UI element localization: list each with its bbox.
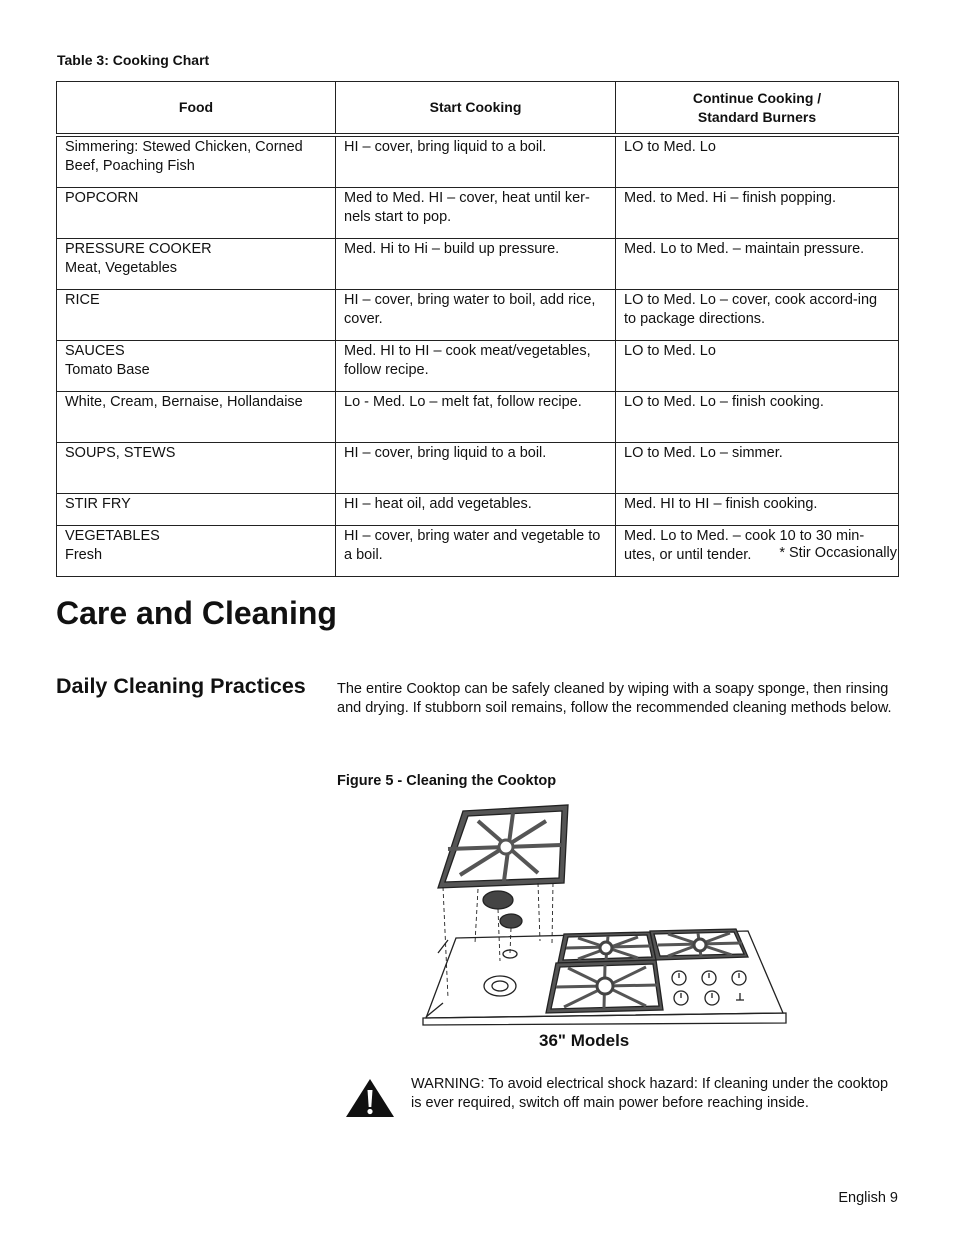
table-row	[57, 443, 899, 494]
table-row	[57, 392, 899, 443]
header-start-cooking: Start Cooking	[336, 82, 616, 136]
table-row	[57, 188, 899, 239]
food-cell: STIR FRY	[57, 494, 336, 526]
continue-cooking-cell: Med. Lo to Med. – cook 10 to 30 min-utes, or until tender.	[616, 526, 899, 577]
continue-cooking-cell: Med. Lo to Med. – maintain pressure.	[616, 239, 899, 290]
intro-paragraph: The entire Cooktop can be safely cleaned by wiping with a soapy sponge, then rinsing and drying. If stubborn soil remains, follow the recommended cleaning methods below.	[337, 681, 892, 716]
continue-cooking-cell: LO to Med. Lo	[616, 135, 899, 188]
start-cooking-cell: Lo - Med. Lo – melt fat, follow recipe.	[336, 392, 616, 443]
continue-cooking-cell: LO to Med. Lo – cover, cook accord-ing to package directions.	[616, 290, 899, 341]
table-row	[57, 239, 899, 290]
continue-cooking-cell: LO to Med. Lo – finish cooking.	[616, 392, 899, 443]
start-cooking-cell: Med. HI to HI – cook meat/vegetables, follow recipe.	[336, 341, 616, 392]
start-cooking-cell: HI – cover, bring water and vegetable to a boil.	[336, 526, 616, 577]
table-body	[57, 135, 899, 577]
start-cooking-cell: HI – heat oil, add vegetables.	[336, 494, 616, 526]
section-subtitle: Daily Cleaning Practices	[56, 674, 306, 698]
start-cooking-cell: HI – cover, bring liquid to a boil.	[336, 443, 616, 494]
table-caption: Table 3: Cooking Chart	[57, 52, 210, 68]
header-food: Food	[57, 82, 336, 136]
page-footer: English 9	[838, 1190, 898, 1206]
table-row	[57, 290, 899, 341]
food-cell: RICE	[57, 290, 336, 341]
table-row	[57, 341, 899, 392]
food-cell: White, Cream, Bernaise, Hollandaise	[57, 392, 336, 443]
food-cell: POPCORN	[57, 188, 336, 239]
start-cooking-cell: HI – cover, bring liquid to a boil.	[336, 135, 616, 188]
figure-label: 36" Models	[539, 1031, 630, 1050]
food-cell: VEGETABLES Fresh	[57, 526, 336, 577]
table-row	[57, 526, 899, 577]
header-continue-cooking: Continue Cooking / Standard Burners	[616, 82, 899, 136]
food-cell: PRESSURE COOKER Meat, Vegetables	[57, 239, 336, 290]
cooktop-illustration	[418, 803, 790, 1028]
continue-cooking-cell: LO to Med. Lo – simmer.	[616, 443, 899, 494]
start-cooking-cell: HI – cover, bring water to boil, add rice, cover.	[336, 290, 616, 341]
continue-cooking-cell: Med. to Med. Hi – finish popping.	[616, 188, 899, 239]
continue-cooking-cell: LO to Med. Lo	[616, 341, 899, 392]
table-row	[57, 494, 899, 526]
warning-triangle-icon	[345, 1078, 395, 1118]
page-title: Care and Cleaning	[56, 595, 337, 631]
food-cell: SOUPS, STEWS	[57, 443, 336, 494]
food-cell: Simmering: Stewed Chicken, Corned Beef, Poaching Fish	[57, 135, 336, 188]
start-cooking-cell: Med. Hi to Hi – build up pressure.	[336, 239, 616, 290]
cooking-chart-table	[56, 81, 899, 577]
continue-cooking-cell: Med. HI to HI – finish cooking.	[616, 494, 899, 526]
table-row	[57, 135, 899, 188]
start-cooking-cell: Med to Med. HI – cover, heat until ker-nels start to pop.	[336, 188, 616, 239]
food-cell: SAUCES Tomato Base	[57, 341, 336, 392]
stir-note: * Stir Occasionally	[779, 545, 897, 561]
warning-text: WARNING: To avoid electrical shock hazard: If cleaning under the cooktop is ever required, switch off main power before reaching inside.	[411, 1076, 889, 1111]
figure-caption: Figure 5 - Cleaning the Cooktop	[337, 773, 557, 789]
table-header-row	[57, 82, 899, 136]
